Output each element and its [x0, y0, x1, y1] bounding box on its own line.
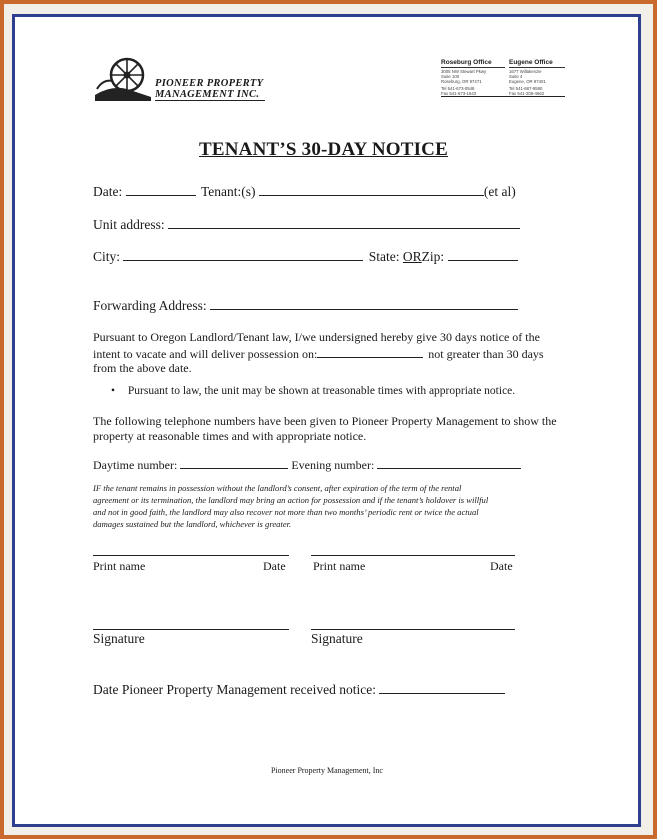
legal-line-2: agreement or its termination, the landlord may bring an action for possession and if the tenant’s holdover is willful	[93, 495, 489, 505]
signature-label-1: Signature	[93, 631, 145, 646]
date-label-2: Date	[490, 559, 513, 573]
roseburg-office	[441, 59, 505, 96]
office-name: Roseburg Office	[441, 59, 492, 66]
wagon-wheel-icon	[93, 55, 153, 103]
city-state-zip-row	[93, 248, 518, 265]
date-tenant-row	[93, 183, 516, 200]
print-name-label-2: Print name	[313, 559, 366, 573]
received-row	[93, 681, 505, 698]
evening-label: Evening number:	[291, 458, 375, 472]
office-name: Eugene Office	[509, 59, 553, 66]
date-label-1: Date	[263, 559, 286, 573]
phone-paragraph	[93, 414, 573, 443]
tenant-label: Tenant:(s)	[201, 184, 256, 199]
signature-label-2: Signature	[311, 631, 363, 646]
forwarding-row	[93, 297, 518, 314]
office-line: Suite 100	[441, 74, 460, 79]
forwarding-label: Forwarding Address:	[93, 298, 207, 313]
legal-notice	[93, 482, 573, 530]
eugene-office	[509, 59, 565, 96]
company-name-line1: PIONEER PROPERTY	[155, 78, 264, 89]
daytime-field[interactable]	[180, 456, 288, 469]
office-line: Suite 4	[509, 74, 523, 79]
tenant-field[interactable]	[259, 183, 484, 196]
legal-line-1: IF the tenant remains in possession without the landlord’s consent, after expiration of the term of the rental	[93, 483, 462, 493]
page-title: TENANT’S 30-DAY NOTICE	[199, 139, 448, 160]
company-logo	[93, 55, 153, 103]
evening-field[interactable]	[377, 456, 521, 469]
document-page	[12, 14, 641, 827]
legal-line-4: damages sustained but the landlord, whichever is greater.	[93, 519, 292, 529]
city-label: City:	[93, 249, 121, 264]
city-field[interactable]	[123, 248, 363, 261]
unit-address-row	[93, 216, 520, 233]
page-footer: Pioneer Property Management, Inc	[271, 766, 383, 775]
zip-label: Zip:	[421, 249, 445, 264]
office-line: Tel 541-673-0548	[441, 86, 475, 91]
bullet-icon: •	[111, 385, 116, 397]
print-name-line-1[interactable]	[93, 555, 289, 556]
notice-line-2a: intent to vacate and will deliver possession on:	[93, 346, 318, 361]
company-name-line2: MANAGEMENT INC.	[155, 89, 265, 101]
unit-address-label: Unit address:	[93, 217, 165, 232]
phone-para-line-1: The following telephone numbers have been given to Pioneer Property Management to show the	[93, 414, 557, 428]
possession-date-field[interactable]	[317, 345, 423, 358]
phone-row	[93, 456, 521, 473]
or-label: OR	[402, 249, 422, 264]
unit-address-field[interactable]	[168, 216, 520, 229]
print-name-line-2[interactable]	[311, 555, 515, 556]
office-line: Roseburg, OR 97471	[441, 79, 482, 84]
bullet-item	[111, 385, 515, 397]
office-line: Eugene, OR 97401	[509, 79, 546, 84]
received-date-field[interactable]	[379, 681, 505, 694]
signature-line-2[interactable]	[311, 629, 515, 630]
received-label: Date Pioneer Property Management received notice:	[93, 682, 377, 697]
print-name-label-1: Print name	[93, 559, 146, 573]
office-line: 1677 Willakenzie	[509, 69, 542, 74]
phone-para-line-2: property at reasonable times and with appropriate notice.	[93, 428, 367, 443]
daytime-label: Daytime number:	[93, 458, 178, 472]
notice-paragraph	[93, 330, 573, 376]
bullet-text: Pursuant to law, the unit may be shown at treasonable times with appropriate notice.	[127, 385, 516, 397]
date-field[interactable]	[126, 183, 196, 196]
office-line: Tel 541-687-9590	[509, 86, 543, 91]
et-al-label: (et al)	[483, 184, 516, 199]
company-name	[155, 78, 265, 101]
office-line: Fax 541-673-1843	[441, 91, 477, 96]
legal-line-3: and not in good faith, the landlord may also recover not more than two months’ periodic rent or twice the actual	[93, 507, 479, 517]
office-line: Fax 541-206-4662	[509, 91, 545, 96]
header-rule	[441, 96, 565, 97]
notice-line-1: Pursuant to Oregon Landlord/Tenant law, I/we undersigned hereby give 30 days notice of the	[93, 330, 540, 344]
notice-line-3: from the above date.	[93, 361, 192, 375]
notice-line-2b: not greater than 30 days	[428, 346, 544, 361]
signature-line-1[interactable]	[93, 629, 289, 630]
state-label: State:	[368, 249, 400, 264]
date-label: Date:	[93, 184, 123, 199]
zip-field[interactable]	[448, 248, 518, 261]
forwarding-field[interactable]	[210, 297, 518, 310]
office-line: 3005 NW Stewart Pkwy	[441, 69, 487, 74]
